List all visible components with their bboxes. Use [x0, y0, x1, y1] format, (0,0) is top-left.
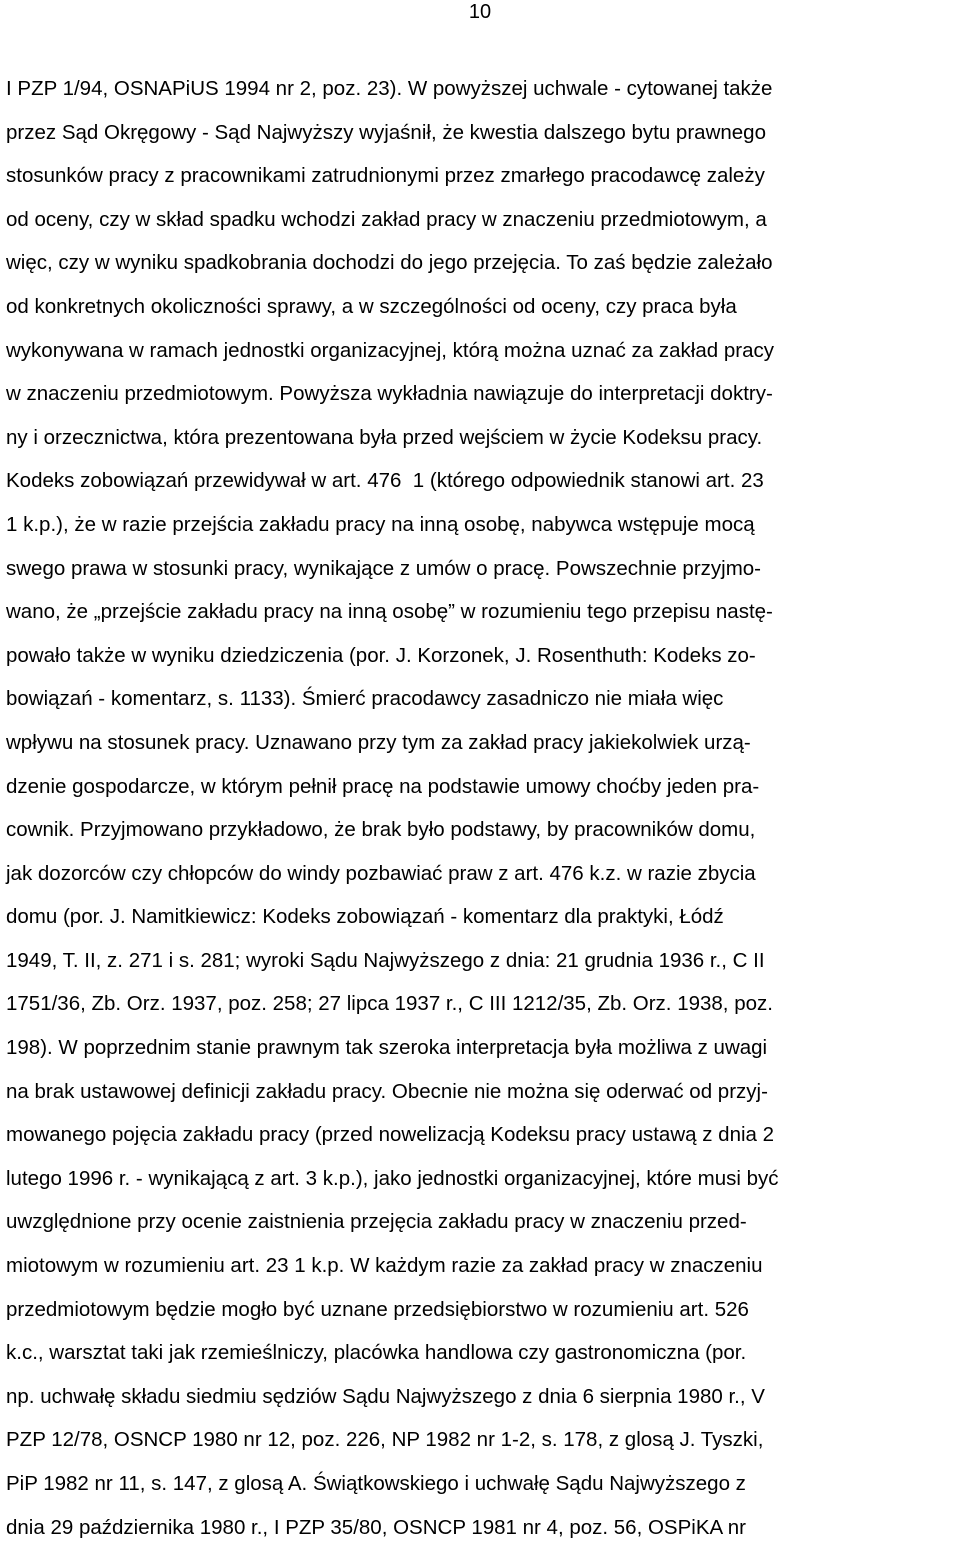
text-line: więc, czy w wyniku spadkobrania dochodzi do jego przejęcia. To zaś będzie zależało: [6, 251, 773, 275]
text-line: dzenie gospodarcze, w którym pełnił pracę na podstawie umowy choćby jeden pra-: [6, 774, 760, 798]
text-line: w znaczeniu przedmiotowym. Powyższa wykładnia nawiązuje do interpretacji doktry-: [6, 382, 773, 406]
text-line: Kodeks zobowiązań przewidywał w art. 476 1 (którego odpowiednik stanowi art. 23: [6, 469, 764, 493]
text-line: na brak ustawowej definicji zakładu pracy. Obecnie nie można się oderwać od przyj-: [6, 1079, 768, 1103]
text-line: I PZP 1/94, OSNAPiUS 1994 nr 2, poz. 23). W powyższej uchwale - cytowanej także: [6, 77, 773, 100]
text-line: mowanego pojęcia zakładu pracy (przed nowelizacją Kodeksu pracy ustawą z dnia 2: [6, 1123, 775, 1147]
text-line: domu (por. J. Namitkiewicz: Kodeks zobowiązań - komentarz dla praktyki, Łódź: [6, 905, 724, 929]
text-line: jak dozorców czy chłopców do windy pozbawiać praw z art. 476 k.z. w razie zbycia: [6, 861, 756, 885]
text-line: cownik. Przyjmowano przykładowo, że brak było podstawy, by pracowników domu,: [6, 818, 756, 842]
text-line: ny i orzecznictwa, która prezentowana była przed wejściem w życie Kodeksu pracy.: [6, 425, 763, 449]
page-number: 10: [468, 1, 492, 23]
text-line: 198). W poprzednim stanie prawnym tak szeroka interpretacja była możliwa z uwagi: [6, 1036, 768, 1060]
text-line: k.c., warsztat taki jak rzemieślniczy, placówka handlowa czy gastronomiczna (por.: [6, 1341, 747, 1365]
text-line: bowiązań - komentarz, s. 1133). Śmierć pracodawcy zasadniczo nie miała więc: [6, 687, 724, 711]
text-line: od konkretnych okoliczności sprawy, a w szczególności od oceny, czy praca była: [6, 294, 737, 318]
text-line: wykonywana w ramach jednostki organizacyjnej, którą można uznać za zakład pracy: [6, 338, 774, 362]
text-line: stosunków pracy z pracownikami zatrudnionymi przez zmarłego pracodawcę zależy: [6, 164, 765, 188]
text-line: np. uchwałę składu siedmiu sędziów Sądu Najwyższego z dnia 6 sierpnia 1980 r., V: [6, 1384, 765, 1408]
text-line: 1 k.p.), że w razie przejścia zakładu pracy na inną osobę, nabywca wstępuje mocą: [6, 512, 755, 536]
text-line: PZP 12/78, OSNCP 1980 nr 12, poz. 226, NP 1982 nr 1-2, s. 178, z glosą J. Tyszki,: [6, 1428, 764, 1452]
text-line: 1751/36, Zb. Orz. 1937, poz. 258; 27 lipca 1937 r., C III 1212/35, Zb. Orz. 1938, poz.: [6, 992, 773, 1016]
text-line: lutego 1996 r. - wynikającą z art. 3 k.p.), jako jednostki organizacyjnej, które musi być: [6, 1166, 779, 1190]
text-line: swego prawa w stosunki pracy, wynikające z umów o pracę. Powszechnie przyjmo-: [6, 556, 762, 580]
text-line: PiP 1982 nr 11, s. 147, z glosą A. Świątkowskiego i uchwałę Sądu Najwyższego z: [6, 1472, 746, 1495]
text-line: przez Sąd Okręgowy - Sąd Najwyższy wyjaśnił, że kwestia dalszego bytu prawnego: [6, 120, 766, 144]
text-line: od oceny, czy w skład spadku wchodzi zakład pracy w znaczeniu przedmiotowym, a: [6, 207, 767, 231]
text-line: miotowym w rozumieniu art. 23 1 k.p. W każdym razie za zakład pracy w znaczeniu: [6, 1254, 763, 1278]
text-line: uwzględnione przy ocenie zaistnienia przejęcia zakładu pracy w znaczeniu przed-: [6, 1210, 747, 1234]
text-line: przedmiotowym będzie mogło być uznane przedsiębiorstwo w rozumieniu art. 526: [6, 1297, 749, 1321]
text-line: dnia 29 października 1980 r., I PZP 35/80, OSNCP 1981 nr 4, poz. 56, OSPiKA nr: [6, 1515, 746, 1539]
text-line: wano, że „przejście zakładu pracy na inną osobę” w rozumieniu tego przepisu nastę-: [6, 600, 773, 624]
body-text: [6, 67, 956, 1549]
text-line: wpływu na stosunek pracy. Uznawano przy tym za zakład pracy jakiekolwiek urzą-: [6, 730, 751, 754]
text-line: 1949, T. II, z. 271 i s. 281; wyroki Sądu Najwyższego z dnia: 21 grudnia 1936 r., C II: [6, 948, 765, 972]
text-line: powało także w wyniku dziedziczenia (por. J. Korzonek, J. Rosenthuth: Kodeks zo-: [6, 643, 756, 667]
